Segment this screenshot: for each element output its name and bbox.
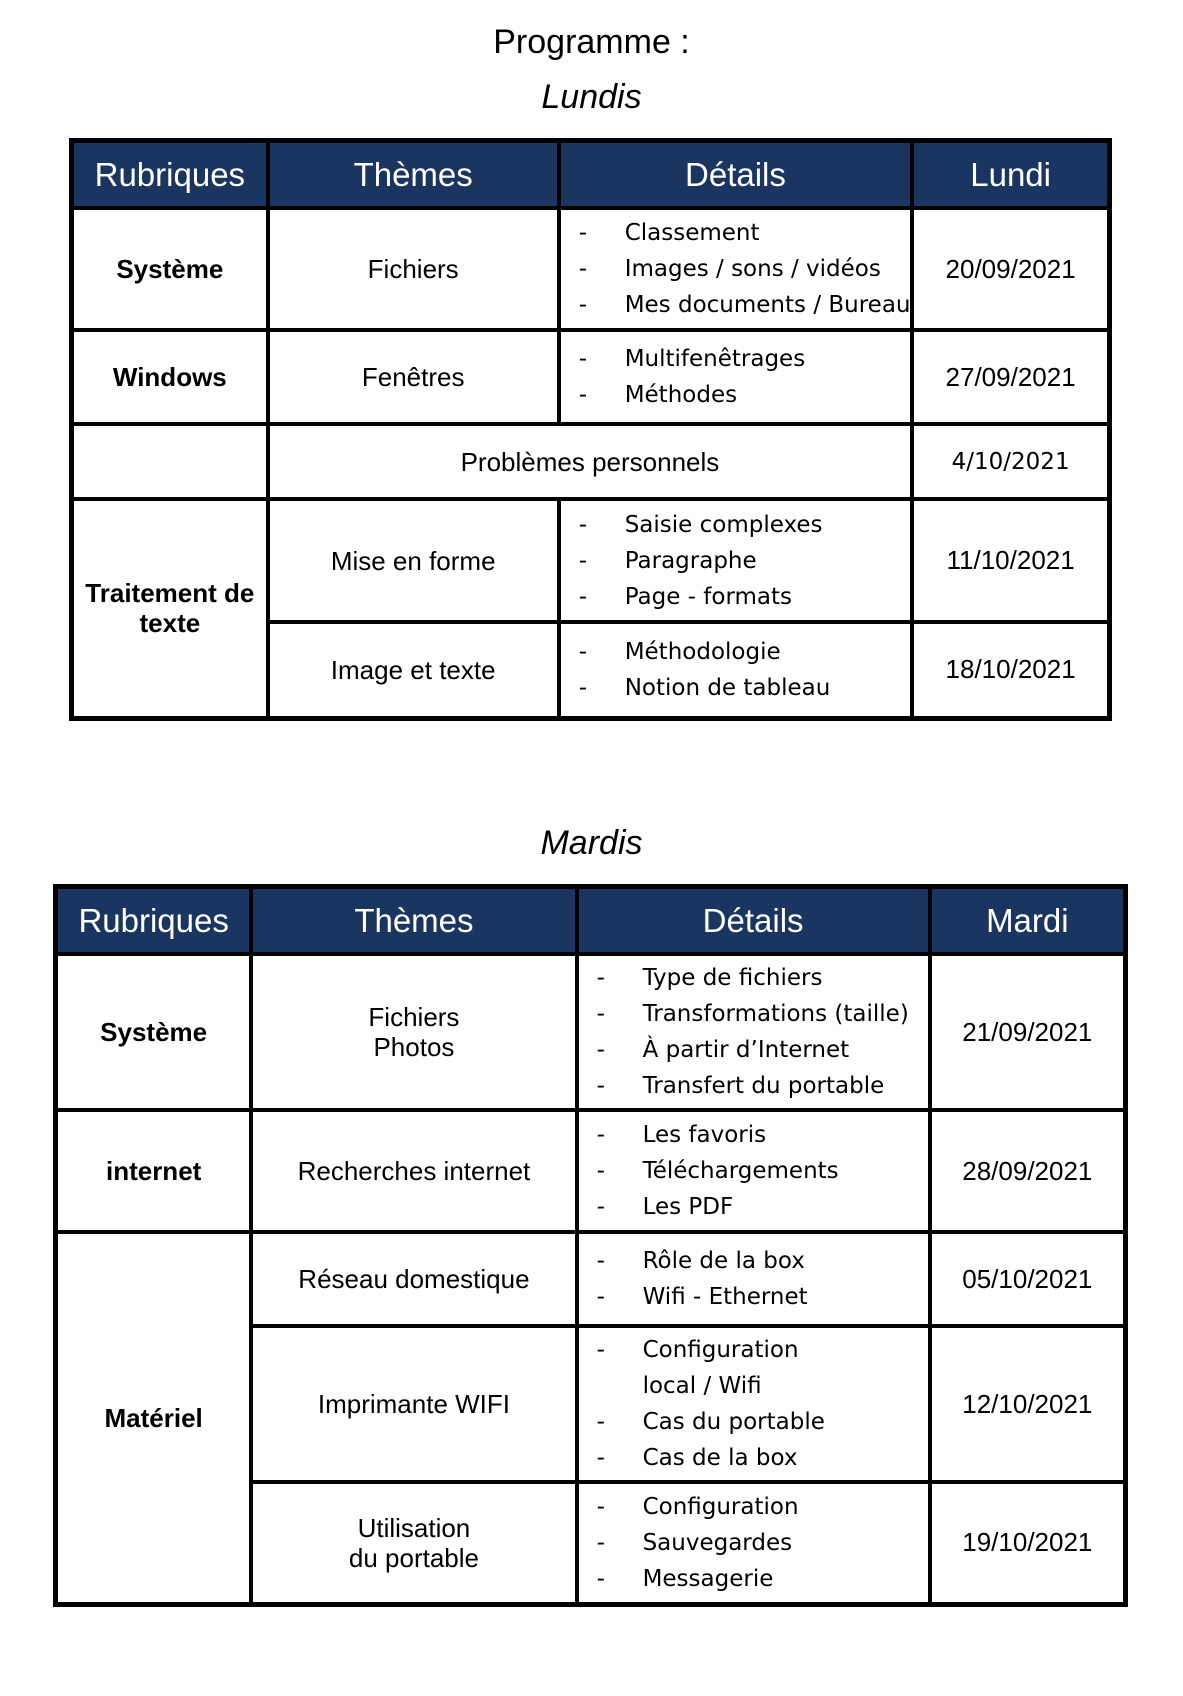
date-cell: 12/10/2021 xyxy=(930,1326,1126,1482)
rubrique-cell: Système xyxy=(72,208,268,330)
theme-cell: Problèmes personnels xyxy=(268,424,913,499)
detail-item: - Notion de tableau xyxy=(578,674,831,701)
detail-item: - Saisie complexes xyxy=(578,511,823,538)
rubrique-cell: Windows xyxy=(72,330,268,424)
rubrique-cell: internet xyxy=(56,1110,252,1232)
theme-line: du portable xyxy=(348,1542,479,1573)
theme-cell: Recherches internet xyxy=(251,1110,576,1232)
page-title: Programme : xyxy=(493,23,690,61)
lundis-table xyxy=(69,138,1112,721)
theme-cell: Image et texte xyxy=(268,622,559,718)
table-header-row xyxy=(56,887,1126,955)
mardis-title: Mardis xyxy=(540,824,643,862)
date-cell: 19/10/2021 xyxy=(930,1482,1126,1604)
col-header-details: Détails xyxy=(559,141,913,209)
detail-item: - Rôle de la box xyxy=(596,1248,805,1274)
table-row xyxy=(72,208,1110,330)
detail-item: - Méthodologie xyxy=(578,638,781,665)
theme-cell: Fichiers xyxy=(268,208,559,330)
detail-item: - Cas de la box xyxy=(596,1445,798,1471)
col-header-day: Mardi xyxy=(930,887,1126,955)
detail-item: - Téléchargements xyxy=(596,1158,839,1184)
table-row xyxy=(72,330,1110,424)
table-row xyxy=(72,499,1110,622)
table-row xyxy=(56,954,1126,1110)
details-cell xyxy=(559,208,913,330)
details-cell xyxy=(577,1326,930,1482)
detail-item: - Images / sons / vidéos xyxy=(578,256,881,282)
date-cell: 05/10/2021 xyxy=(930,1232,1126,1326)
date-cell: 27/09/2021 xyxy=(912,330,1109,424)
col-header-details: Détails xyxy=(577,887,930,955)
theme-cell: Réseau domestique xyxy=(251,1232,576,1326)
table-row xyxy=(56,1110,1126,1232)
theme-line: Photos xyxy=(373,1032,455,1062)
rubrique-cell-empty xyxy=(72,424,268,499)
details-cell xyxy=(577,1110,930,1232)
date-cell: 28/09/2021 xyxy=(930,1110,1126,1232)
table-header-row xyxy=(72,141,1110,209)
detail-item: - Configuration xyxy=(596,1337,799,1363)
table-row xyxy=(72,424,1110,499)
rubrique-cell: Système xyxy=(56,954,252,1110)
date-cell: 4/10/2021 xyxy=(912,424,1109,499)
lundis-title: Lundis xyxy=(541,78,642,116)
detail-item: - Classement xyxy=(578,220,760,246)
date-cell: 11/10/2021 xyxy=(912,499,1109,622)
detail-item: local / Wifi xyxy=(642,1373,762,1399)
detail-item: - Sauvegardes xyxy=(596,1529,793,1556)
detail-item: - Page - formats xyxy=(578,583,793,610)
detail-item: - Paragraphe xyxy=(578,547,757,574)
table-row xyxy=(56,1232,1126,1326)
detail-item: - Les PDF xyxy=(596,1194,734,1220)
detail-item: - Type de fichiers xyxy=(596,965,823,991)
rubrique-cell: Matériel xyxy=(56,1232,252,1604)
detail-item: - Mes documents / Bureau xyxy=(578,292,911,318)
theme-line: Utilisation xyxy=(357,1512,471,1543)
details-cell xyxy=(577,1232,930,1326)
detail-item: - Multifenêtrages xyxy=(578,346,806,372)
detail-item: - À partir d’Internet xyxy=(596,1037,850,1063)
theme-line: Fichiers xyxy=(368,1002,460,1032)
detail-item: - Transformations (taille) xyxy=(596,1001,909,1027)
mardis-table xyxy=(53,884,1128,1607)
detail-item: - Transfert du portable xyxy=(596,1073,885,1099)
theme-cell: Imprimante WIFI xyxy=(251,1326,576,1482)
detail-item: - Messagerie xyxy=(596,1565,774,1592)
col-header-rubriques: Rubriques xyxy=(72,141,268,209)
col-header-themes: Thèmes xyxy=(251,887,576,955)
detail-item: - Wifi - Ethernet xyxy=(596,1284,808,1310)
date-cell: 21/09/2021 xyxy=(930,954,1126,1110)
col-header-rubriques: Rubriques xyxy=(56,887,252,955)
date-cell: 18/10/2021 xyxy=(912,622,1109,718)
rubrique-cell: Traitement de texte xyxy=(72,499,268,718)
details-cell xyxy=(559,499,913,622)
date-cell: 20/09/2021 xyxy=(912,208,1109,330)
theme-cell xyxy=(251,954,576,1110)
details-cell xyxy=(577,1482,930,1604)
details-cell xyxy=(559,330,913,424)
detail-item: - Cas du portable xyxy=(596,1409,825,1435)
col-header-themes: Thèmes xyxy=(268,141,559,209)
details-cell xyxy=(559,622,913,718)
theme-cell xyxy=(251,1482,576,1604)
theme-cell: Mise en forme xyxy=(268,499,559,622)
col-header-day: Lundi xyxy=(912,141,1109,209)
detail-item: - Les favoris xyxy=(596,1122,767,1148)
detail-item: - Méthodes xyxy=(578,382,738,408)
detail-item: - Configuration xyxy=(596,1493,799,1520)
details-cell xyxy=(577,954,930,1110)
theme-cell: Fenêtres xyxy=(268,330,559,424)
